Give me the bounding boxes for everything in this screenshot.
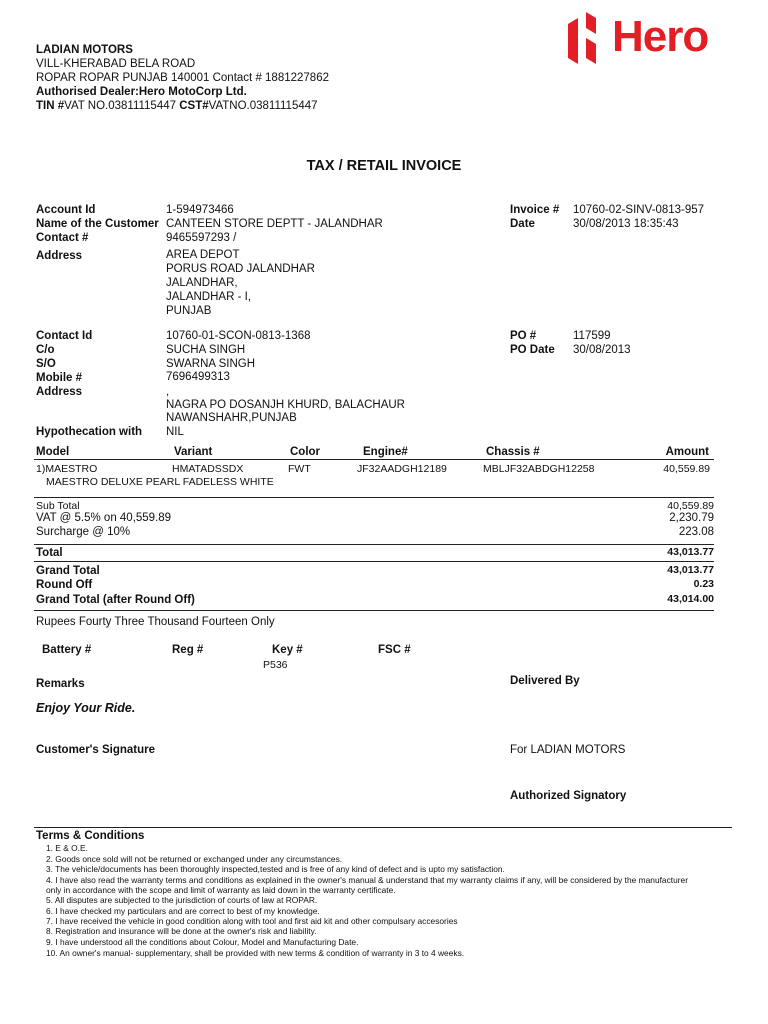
hero-logo	[566, 10, 746, 68]
terms-item: 5. All disputes are subjected to the jurisdiction of courts of law at ROPAR.	[46, 895, 318, 905]
invoice-date-value: 30/08/2013 18:35:43	[573, 218, 679, 230]
total-label: Total	[36, 547, 63, 559]
customer-name-value: CANTEEN STORE DEPTT - JALANDHAR	[166, 218, 383, 230]
customer-address-line: JALANDHAR,	[166, 277, 238, 289]
table-header-divider	[34, 459, 714, 460]
hypothecation-value: NIL	[166, 426, 184, 438]
hero-logo-mark-icon	[566, 10, 606, 68]
round-off-value: 0.23	[693, 578, 714, 590]
cst-label: CST#	[179, 100, 209, 112]
contact-address-label: Address	[36, 386, 83, 398]
contact-id-value: 10760-01-SCON-0813-1368	[166, 330, 311, 342]
customer-address-line: PORUS ROAD JALANDHAR	[166, 263, 315, 275]
tax-ids	[36, 100, 318, 112]
customer-name-label: Name of the Customer	[36, 218, 159, 230]
col-header-color: Color	[290, 446, 321, 458]
grand-total-divider	[34, 610, 714, 611]
customer-address-label: Address	[36, 250, 83, 262]
key-value: P536	[263, 659, 288, 671]
contact-id-label: Contact Id	[36, 330, 93, 342]
po-date-label: PO Date	[510, 344, 555, 356]
care-of-value: SUCHA SINGH	[166, 344, 246, 356]
account-id-value: 1-594973466	[166, 204, 234, 216]
item-color: FWT	[288, 463, 311, 475]
fsc-label: FSC #	[378, 644, 411, 656]
grand-total-rounded-value: 43,014.00	[667, 593, 714, 605]
account-id-label: Account Id	[36, 204, 96, 216]
mobile-value: 7696499313	[166, 371, 230, 383]
son-of-label: S/O	[36, 358, 56, 370]
delivered-by-label: Delivered By	[510, 675, 580, 687]
vat-label: VAT @ 5.5% on 40,559.89	[36, 512, 172, 524]
customer-contact-value: 9465597293 /	[166, 232, 237, 244]
col-header-amount: Amount	[665, 446, 709, 458]
contact-address-line: ,	[166, 386, 170, 398]
authorized-signatory-label: Authorized Signatory	[510, 790, 627, 802]
item-engine: JF32AADGH12189	[357, 463, 447, 475]
mobile-label: Mobile #	[36, 372, 83, 384]
care-of-label: C/o	[36, 344, 55, 356]
for-dealer-label: For LADIAN MOTORS	[510, 744, 626, 756]
battery-label: Battery #	[42, 644, 92, 656]
hypothecation-label: Hypothecation with	[36, 426, 143, 438]
invoice-number-value: 10760-02-SINV-0813-957	[573, 204, 705, 216]
subtotal-divider	[34, 497, 714, 498]
grand-total-rounded-label: Grand Total (after Round Off)	[36, 594, 195, 606]
grand-total-label: Grand Total	[36, 565, 100, 577]
key-label: Key #	[272, 644, 303, 656]
terms-divider	[34, 827, 732, 828]
customer-address-line: PUNJAB	[166, 305, 212, 317]
vat-value: 2,230.79	[669, 512, 714, 524]
item-chassis: MBLJF32ABDGH12258	[483, 463, 595, 475]
customer-contact-label: Contact #	[36, 232, 89, 244]
po-date-value: 30/08/2013	[573, 344, 631, 356]
terms-item: 3. The vehicle/documents has been thoroughly inspected,tested and is free of any kind of defect and is upto my satisfaction.	[46, 864, 505, 874]
tin-label: TIN #	[36, 100, 65, 112]
item-variant: HMATADSSDX	[172, 463, 244, 475]
surcharge-label: Surcharge @ 10%	[36, 526, 131, 538]
invoice-number-label: Invoice #	[510, 204, 560, 216]
terms-item: 6. I have checked my particulars and are correct to best of my knowledge.	[46, 906, 320, 916]
item-model: 1)MAESTRO	[36, 463, 98, 475]
remarks-label: Remarks	[36, 678, 85, 690]
grand-total-value: 43,013.77	[667, 564, 714, 576]
invoice-title: TAX / RETAIL INVOICE	[306, 158, 462, 174]
item-description: MAESTRO DELUXE PEARL FADELESS WHITE	[46, 476, 274, 488]
terms-item: 9. I have understood all the conditions about Colour, Model and Manufacturing Date.	[46, 937, 359, 947]
contact-address-line: NAGRA PO DOSANJH KHURD, BALACHAUR	[166, 399, 405, 411]
terms-item: 10. An owner's manual- supplementary, shall be provided with new terms & condition of warranty in 3 to 4 weeks.	[46, 948, 465, 958]
amount-in-words: Rupees Fourty Three Thousand Fourteen Only	[36, 616, 275, 628]
customer-address-line: JALANDHAR - I,	[166, 291, 251, 303]
hero-logo-text: Hero	[612, 12, 709, 61]
customer-address-line: AREA DEPOT	[166, 249, 240, 261]
po-number-value: 117599	[573, 330, 611, 342]
terms-item: 4. I have also read the warranty terms and conditions as explained in the owner's manual & understand that my warranty claims if any, will be considered by the manufacturer	[46, 875, 688, 885]
po-number-label: PO #	[510, 330, 537, 342]
dealer-address-line-2: ROPAR ROPAR PUNJAB 140001 Contact # 1881227862	[36, 72, 329, 84]
round-off-label: Round Off	[36, 579, 93, 591]
col-header-engine: Engine#	[363, 446, 408, 458]
terms-item: 8. Registration and insurance will be done at the owner's risk and liability.	[46, 926, 317, 936]
terms-title: Terms & Conditions	[36, 830, 145, 842]
dealer-address-line-1: VILL-KHERABAD BELA ROAD	[36, 58, 196, 70]
col-header-model: Model	[36, 446, 70, 458]
subtotal-value: 40,559.89	[667, 500, 714, 512]
son-of-value: SWARNA SINGH	[166, 358, 256, 370]
terms-item: 1. E & O.E.	[46, 843, 88, 853]
terms-item: 7. I have received the vehicle in good condition along with tool and first aid kit and other compulsary accesories	[46, 916, 458, 926]
terms-item: 2. Goods once sold will not be returned or exchanged under any circumstances.	[46, 854, 343, 864]
subtotal-label: Sub Total	[36, 500, 80, 512]
surcharge-value: 223.08	[678, 526, 714, 538]
col-header-variant: Variant	[174, 446, 213, 458]
cst-value: VATNO.03811115447	[208, 100, 318, 112]
tagline: Enjoy Your Ride.	[36, 701, 136, 715]
terms-item: only in accordance with the scope and limit of warranty as laid down in the warranty certificate.	[46, 885, 396, 895]
total-divider-bottom	[34, 561, 714, 562]
invoice-date-label: Date	[510, 218, 535, 230]
contact-address-line: NAWANSHAHR,PUNJAB	[166, 412, 297, 424]
tin-value: VAT NO.03811115447	[64, 100, 177, 112]
item-amount: 40,559.89	[663, 463, 710, 475]
customer-signature-label: Customer's Signature	[36, 744, 156, 756]
dealer-name: LADIAN MOTORS	[36, 44, 133, 56]
col-header-chassis: Chassis #	[486, 446, 540, 458]
authorised-dealer: Authorised Dealer:Hero MotoCorp Ltd.	[36, 86, 247, 98]
total-divider-top	[34, 544, 714, 545]
reg-label: Reg #	[172, 644, 204, 656]
total-value: 43,013.77	[667, 546, 714, 558]
